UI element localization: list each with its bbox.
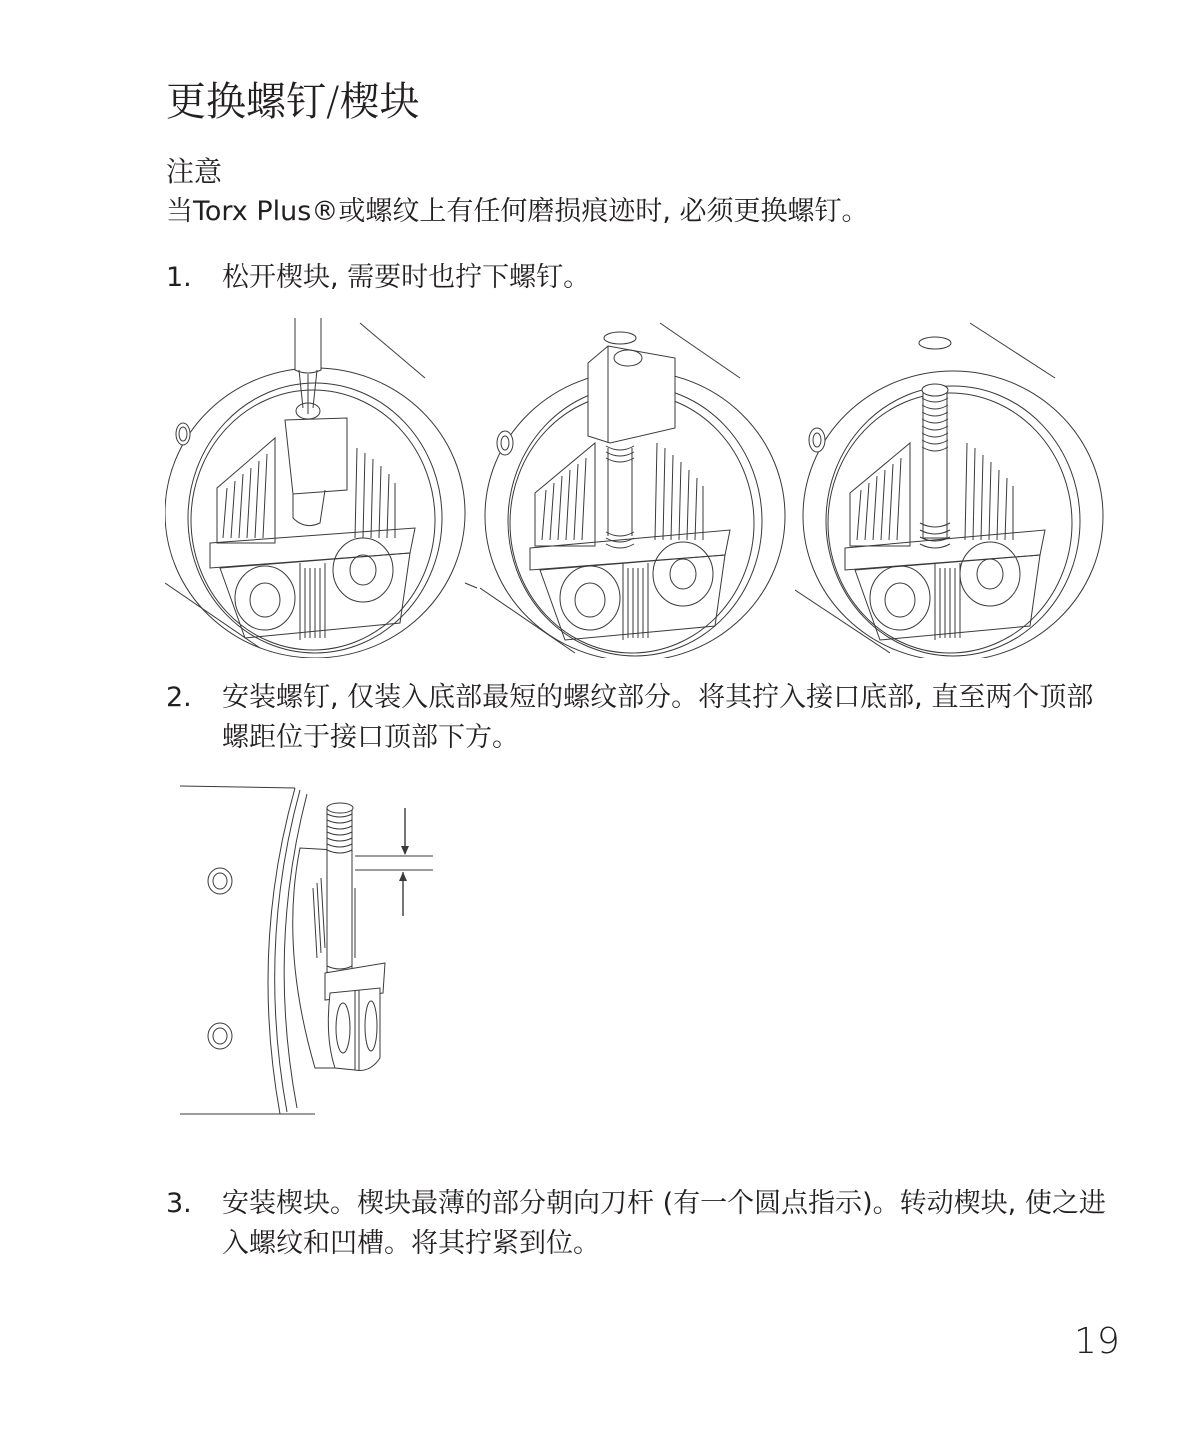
tool-holder-illustration (165, 318, 480, 658)
figure-loosen-wedge (165, 318, 480, 658)
note-text: 当Torx Plus®或螺纹上有任何磨损痕迹时, 必须更换螺钉。 (166, 196, 869, 227)
step-text: 安装楔块。楔块最薄的部分朝向刀杆 (有一个圆点指示)。转动楔块, 使之进入螺纹和凹槽。将其拧紧到位。 (222, 1188, 1106, 1259)
step-1 (166, 258, 1116, 298)
figure-screw-only (795, 318, 1115, 658)
note-heading: 注意 (166, 155, 223, 188)
page-title: 更换螺钉/楔块 (166, 79, 420, 125)
side-view-illustration (175, 778, 435, 1118)
figure-wedge-raised (480, 318, 795, 658)
tool-holder-illustration (480, 318, 795, 658)
step-number: 2. (166, 682, 192, 713)
page-number: 19 (1074, 1321, 1120, 1362)
figure-screw-depth (175, 778, 435, 1118)
step-3 (166, 1184, 1116, 1264)
step-2 (166, 678, 1116, 758)
step-text: 松开楔块, 需要时也拧下螺钉。 (222, 262, 591, 293)
step-number: 1. (166, 262, 192, 293)
tool-holder-illustration (795, 318, 1115, 658)
step-number: 3. (166, 1188, 192, 1219)
step-text: 安装螺钉, 仅装入底部最短的螺纹部分。将其拧入接口底部, 直至两个顶部螺距位于接口顶部下方。 (222, 682, 1094, 753)
